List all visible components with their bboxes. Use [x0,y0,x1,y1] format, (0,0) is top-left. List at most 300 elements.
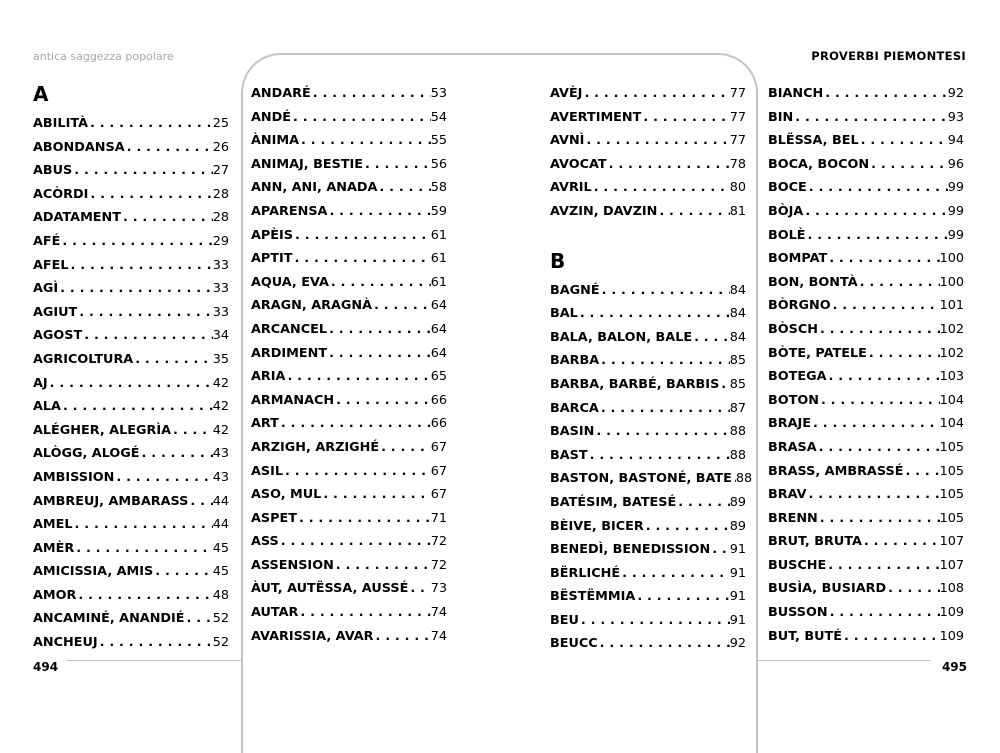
entry-term: BÒTE, PATELE [768,345,867,361]
index-entry [33,183,229,207]
entry-term: BOCE [768,180,807,196]
dot-leader [321,483,430,507]
entry-page: 53 [430,86,447,101]
index-entry [550,279,746,303]
dot-leader [329,271,431,295]
index-entry [550,397,746,421]
index-entry [550,467,753,491]
index-entry [550,491,746,515]
entry-term: BIANCH [768,86,824,101]
entry-term: ARDIMENT [251,345,328,361]
entry-page: 87 [729,400,746,416]
entry-page: 81 [729,203,746,219]
index-entry [33,112,229,136]
entry-term: AGIUT [33,304,78,320]
dot-leader [363,153,431,177]
entry-page: 52 [212,611,229,627]
index-entry [768,530,964,554]
entry-page: 27 [212,163,229,179]
entry-term: BUSSON [768,605,828,621]
index-entry [768,200,964,224]
entry-page: 89 [729,494,746,510]
entry-term: AUTAR [251,605,299,621]
entry-term: AMBREUJ, AMBARASS [33,493,189,509]
page-number-left: 494 [33,660,59,674]
entry-page: 107 [939,534,964,550]
entry-page: 61 [430,274,447,290]
entry-page: 67 [430,439,447,455]
entry-page: 91 [729,612,746,628]
dot-leader [886,577,939,601]
dot-leader [592,176,730,200]
entry-page: 72 [430,534,447,550]
index-entry [550,562,746,586]
running-header-right: PROVERBI PIEMONTESI [811,49,966,63]
dot-leader [297,507,431,531]
entry-term: AFÉ [33,233,61,249]
entry-page: 55 [430,133,447,149]
entry-page: 26 [212,139,229,155]
index-entry [550,515,746,539]
dot-leader [76,584,212,608]
entry-page: 64 [430,298,447,314]
entry-page: 102 [939,321,964,337]
dot-leader [311,82,431,106]
entry-term: ABILITÀ [33,116,88,131]
entry-term: AVZIN, DAVZIN [550,203,658,219]
index-entry [550,420,746,444]
dot-leader [58,277,213,301]
entry-term: ASS [251,534,279,550]
dot-leader [842,625,940,649]
entry-term: AGÌ [33,281,59,297]
entry-page: 108 [939,581,964,597]
entry-term: BARBA [550,353,600,369]
dot-leader [114,466,212,490]
entry-page: 67 [430,487,447,503]
footer-rule-right [758,660,930,661]
dot-leader [140,442,213,466]
dot-leader [48,372,213,396]
entry-page: 33 [212,257,229,273]
index-entry [768,224,964,248]
index-entry [251,507,447,531]
entry-term: AVÈJ [550,86,583,101]
entry-page: 85 [729,376,746,392]
index-entry [251,577,447,601]
dot-leader [869,153,948,177]
entry-term: ANDÉ [251,109,291,125]
dot-leader [823,82,947,106]
entry-page: 77 [729,133,746,149]
entry-page: 44 [212,517,229,533]
section-letter: A [33,82,49,106]
index-entry [550,326,746,350]
dot-leader [74,537,212,561]
index-entry [251,483,447,507]
dot-leader [98,631,213,655]
entry-term: BAL [550,306,578,322]
entry-page: 93 [947,109,964,125]
dot-leader [133,348,212,372]
dot-leader [61,395,213,419]
index-entry [768,507,964,531]
index-entry [251,389,447,413]
entry-term: ALÒGG, ALOGÉ [33,446,140,462]
entry-term: ALA [33,399,61,415]
dot-leader [299,129,431,153]
entry-term: BRAJE [768,416,812,432]
entry-term: BASTON, BASTONÉ, BATE [550,471,732,487]
entry-term: ANIMAJ, BESTIE [251,156,364,172]
entry-page: 109 [939,628,964,644]
entry-term: AVRIL [550,180,592,196]
dot-leader [719,373,729,397]
dot-leader [584,129,729,153]
entry-page: 43 [212,446,229,462]
index-entry [251,153,447,177]
dot-leader [77,301,212,325]
entry-page: 42 [212,422,229,438]
dot-leader [293,224,431,248]
entry-page: 101 [939,298,964,314]
entry-term: BËSTËMMIA [550,589,636,605]
dot-leader [692,326,730,350]
dot-leader [826,554,939,578]
dot-leader [372,294,431,318]
index-entry [550,444,746,468]
dot-leader [819,389,940,413]
page-number-right: 495 [941,660,967,674]
entry-term: ABUS [33,163,73,179]
entry-page: 71 [430,510,447,526]
dot-leader [334,389,431,413]
dot-leader [598,632,730,656]
entry-term: AVARISSIA, AVAR [251,628,374,644]
dot-leader [803,200,947,224]
dot-leader [599,397,730,421]
entry-term: BALA, BALON, BALE [550,329,693,345]
dot-leader [858,271,940,295]
entry-page: 88 [729,447,746,463]
index-entry [251,200,447,224]
entry-term: AMÈR [33,540,75,556]
entry-page: 28 [212,210,229,226]
index-entry [768,365,964,389]
entry-page: 67 [430,463,447,479]
index-entry [33,230,229,254]
entry-term: BOTON [768,392,819,408]
entry-page: 99 [947,203,964,219]
entry-page: 48 [212,587,229,603]
entry-term: ARIA [251,369,286,385]
running-header-left: antica saggezza popolare [33,50,174,63]
entry-page: 100 [939,274,964,290]
dot-leader [153,560,212,584]
dot-leader [279,412,431,436]
index-entry [550,302,746,326]
dot-leader [291,106,431,130]
index-entry [768,153,964,177]
entry-term: BON, BONTÀ [768,274,858,290]
dot-leader [657,200,729,224]
dot-leader [594,420,729,444]
entry-term: BRUT, BRUTA [768,534,862,550]
entry-term: AVERTIMENT [550,109,642,125]
dot-leader [641,106,729,130]
index-entry [550,632,746,656]
entry-page: 94 [947,133,964,149]
entry-page: 78 [729,156,746,172]
entry-page: 92 [729,636,746,652]
dot-leader [903,460,939,484]
dot-leader [710,538,730,562]
entry-term: ANDARÉ [251,86,311,101]
dot-leader [600,279,730,303]
entry-page: 88 [735,471,753,487]
entry-page: 74 [430,605,447,621]
index-entry [550,129,746,153]
entry-term: BRASA [768,439,817,455]
index-entry [550,153,746,177]
index-entry [251,247,447,271]
index-entry [768,176,964,200]
index-entry [550,176,746,200]
entry-term: ANN, ANI, ANADA [251,180,378,196]
dot-leader [793,106,947,130]
index-entry [768,318,964,342]
dot-leader [279,530,431,554]
entry-term: AVOCAT [550,156,607,172]
entry-page: 59 [430,203,447,219]
entry-page: 44 [212,493,229,509]
dot-leader [807,483,940,507]
entry-term: ASPET [251,510,297,526]
entry-page: 85 [729,353,746,369]
index-entry [251,106,447,130]
entry-term: BIN [768,109,794,125]
entry-page: 91 [729,565,746,581]
entry-term: ACÒRDI [33,186,89,202]
entry-term: BUSÌA, BUSIARD [768,581,887,597]
dot-leader [818,507,940,531]
index-entry [251,365,447,389]
entry-term: BARBA, BARBÉ, BARBIS [550,376,720,392]
dot-leader [620,562,730,586]
entry-page: 25 [212,116,229,131]
entry-page: 43 [212,469,229,485]
entry-term: BATÉSIM, BATESÉ [550,494,677,510]
dot-leader [867,342,940,366]
entry-term: ASO, MUL [251,487,322,503]
entry-term: ABONDANSA [33,139,125,155]
dot-leader [408,577,430,601]
entry-page: 66 [430,416,447,432]
entry-page: 66 [430,392,447,408]
entry-page: 61 [430,227,447,243]
entry-term: ARAGN, ARAGNÀ [251,298,372,314]
index-column-1 [33,82,229,655]
dot-leader [578,302,730,326]
index-entry [768,129,964,153]
index-entry [768,577,964,601]
entry-page: 92 [947,86,964,101]
dot-leader [635,585,729,609]
entry-term: ADATAMENT [33,210,121,226]
dot-leader [582,82,729,106]
entry-term: BLËSSA, BEL [768,133,859,149]
entry-page: 64 [430,345,447,361]
dot-leader [285,365,430,389]
index-entry [768,412,964,436]
entry-page: 105 [939,463,964,479]
entry-page: 105 [939,510,964,526]
entry-page: 84 [729,329,746,345]
dot-leader [293,247,431,271]
index-entry [33,419,229,443]
index-entry [550,585,746,609]
index-entry [33,584,229,608]
entry-term: BOTEGA [768,369,827,385]
dot-leader [379,436,431,460]
index-entry [33,159,229,183]
index-entry [768,460,964,484]
index-entry [33,348,229,372]
index-entry [550,373,746,397]
entry-page: 99 [947,227,964,243]
entry-term: AGOST [33,328,83,344]
entry-term: ARCANCEL [251,321,328,337]
entry-term: BASIN [550,424,595,440]
dot-leader [862,530,940,554]
entry-term: ARZIGH, ARZIGHÉ [251,439,380,455]
dot-leader [88,183,212,207]
entry-term: BAST [550,447,588,463]
dot-leader [644,515,730,539]
index-entry [251,601,447,625]
index-entry [251,318,447,342]
dot-leader [188,490,212,514]
entry-page: 34 [212,328,229,344]
entry-term: BOMPAT [768,251,828,267]
index-entry [550,200,746,224]
entry-page: 56 [430,156,447,172]
entry-page: 105 [939,487,964,503]
entry-term: ALÉGHER, ALEGRÌA [33,422,171,438]
dot-leader [82,324,212,348]
entry-term: BENEDÌ, BENEDISSION [550,542,711,558]
index-entry [251,436,447,460]
entry-term: BRENN [768,510,818,526]
entry-term: AMOR [33,587,77,603]
dot-leader [377,176,430,200]
footer-rule-left [66,660,242,661]
entry-term: ASSENSION [251,557,334,573]
entry-page: 33 [212,304,229,320]
index-entry [251,460,447,484]
dot-leader [579,609,730,633]
entry-page: 109 [939,605,964,621]
index-entry [251,176,447,200]
dot-leader [298,601,430,625]
entry-term: APTIT [251,251,293,267]
entry-page: 42 [212,399,229,415]
index-entry [550,106,746,130]
index-entry [550,82,746,106]
index-entry [251,271,447,295]
entry-page: 91 [729,589,746,605]
index-entry [33,324,229,348]
entry-page: 74 [430,628,447,644]
entry-page: 104 [939,416,964,432]
entry-page: 45 [212,540,229,556]
index-entry [768,554,964,578]
entry-term: BUSCHE [768,557,827,573]
entry-term: APÈIS [251,227,294,243]
section-spacer [550,224,746,249]
entry-term: BARCA [550,400,599,416]
dot-leader [811,412,940,436]
entry-page: 99 [947,180,964,196]
entry-term: AVNÌ [550,133,585,149]
index-entry [33,513,229,537]
index-entry [33,372,229,396]
dot-leader [588,444,730,468]
entry-page: 100 [939,251,964,267]
index-column-4 [768,82,964,648]
index-entry [33,254,229,278]
entry-page: 33 [212,281,229,297]
section-letter: B [550,248,566,273]
index-entry [768,294,964,318]
dot-leader [827,365,940,389]
index-entry [768,483,964,507]
index-entry [550,609,746,633]
entry-page: 45 [212,564,229,580]
entry-term: AQUA, EVA [251,274,329,290]
dot-leader [125,136,213,160]
dot-leader [334,554,431,578]
index-entry [768,247,964,271]
entry-term: AMBISSION [33,469,115,485]
entry-page: 77 [729,109,746,125]
entry-term: BRAV [768,487,807,503]
dot-leader [828,601,940,625]
index-entry [251,530,447,554]
entry-term: ART [251,416,279,432]
index-entry [251,294,447,318]
entry-page: 52 [212,635,229,651]
index-entry [33,395,229,419]
entry-page: 84 [729,282,746,298]
entry-page: 54 [430,109,447,125]
index-entry [550,349,746,373]
index-entry [33,206,229,230]
entry-page: 84 [729,306,746,322]
dot-leader [327,342,431,366]
index-entry [251,82,447,106]
entry-page: 72 [430,557,447,573]
entry-page: 73 [430,581,447,597]
entry-page: 88 [729,424,746,440]
entry-term: ÀUT, AUTËSSA, AUSSÉ [251,581,409,597]
dot-leader [185,607,213,631]
index-entry [33,136,229,160]
entry-page: 105 [939,439,964,455]
entry-term: ANCHEUJ [33,635,98,651]
entry-term: BÒSCH [768,321,818,337]
entry-term: BOLÈ [768,227,806,243]
